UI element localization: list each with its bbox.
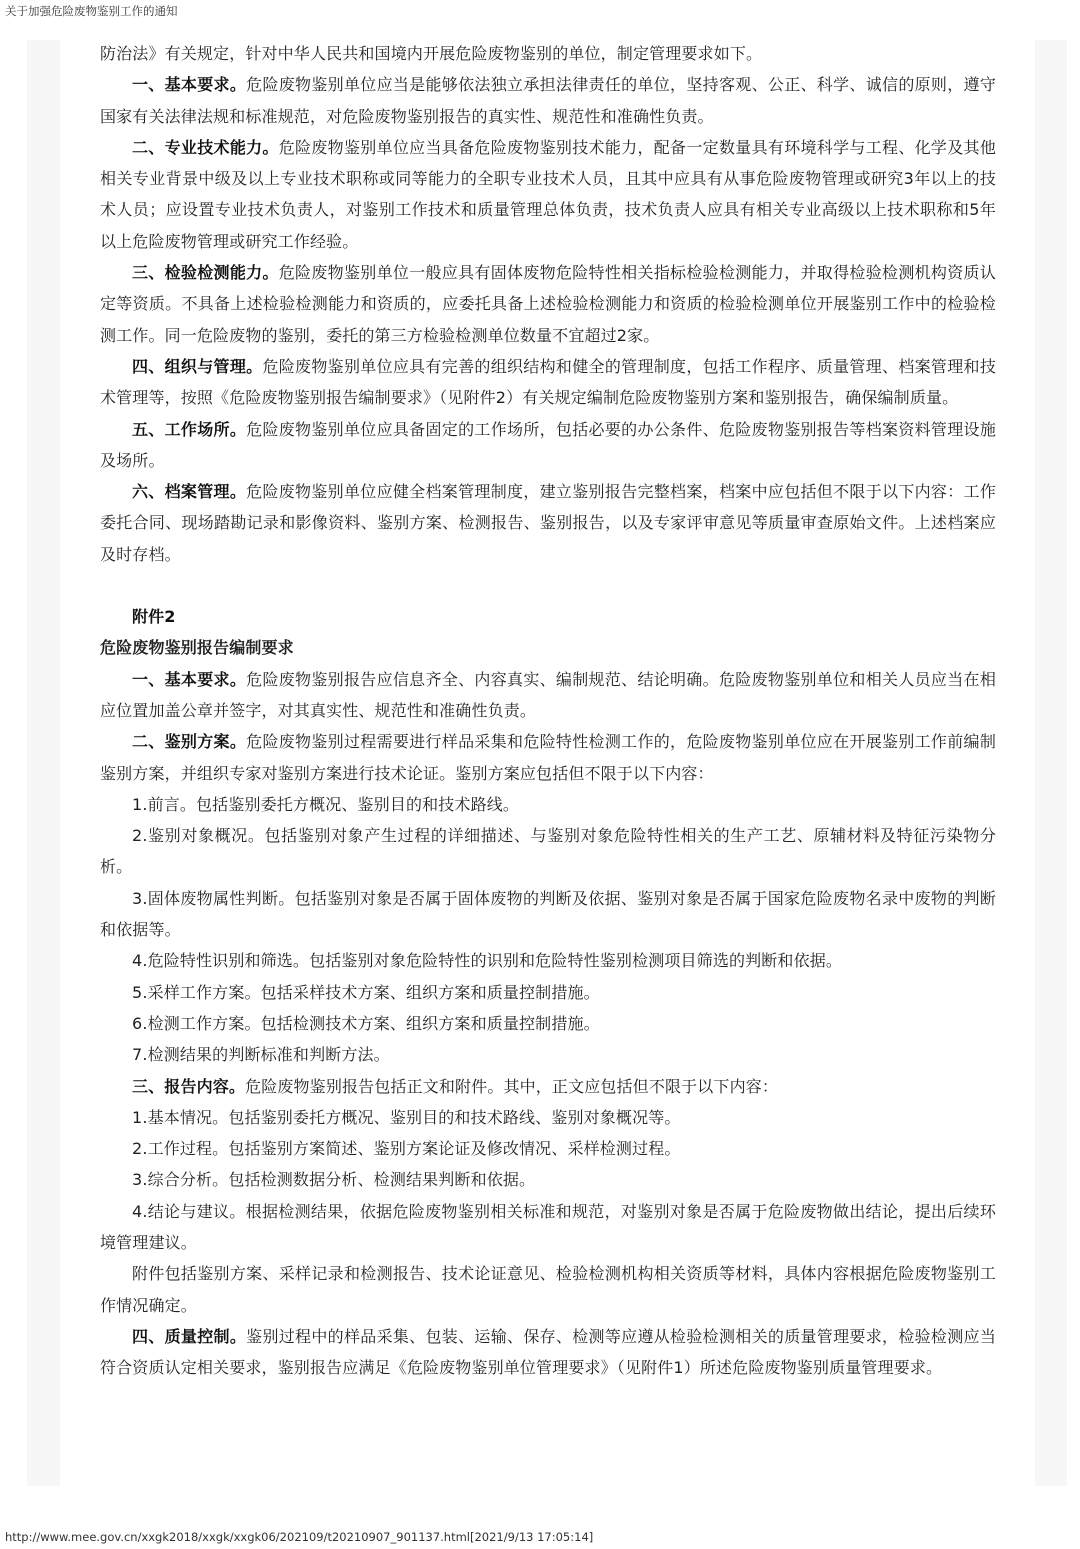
section-text: 危险废物鉴别过程需要进行样品采集和危险特性检测工作的，危险废物鉴别单位应在开展鉴别工作前编制鉴别方案，并组织专家对鉴别方案进行技术论证。鉴别方案应包括但不限于以下内容： [100,732,996,783]
section-paragraph [100,1008,996,1039]
section-text: 危险废物鉴别单位应健全档案管理制度，建立鉴别报告完整档案，档案中应包括但不限于以下内容：工作委托合同、现场踏勘记录和影像资料、鉴别方案、检测报告、鉴别报告，以及专家评审意见等质量审查原始文件。上述档案应及时存档。 [100,482,996,564]
page-footer-url: http://www.mee.gov.cn/xxgk2018/xxgk/xxgk06/202109/t20210907_901137.html[2021/9/13 17:05:14] [5,1530,594,1544]
section-paragraph [100,726,996,789]
section-paragraph [100,1071,996,1102]
section-paragraph [100,1196,996,1259]
section-text: 危险废物鉴别报告包括正文和附件。其中，正文应包括但不限于以下内容： [245,1076,779,1096]
section-text: 危险废物鉴别单位应具备固定的工作场所，包括必要的办公条件、危险废物鉴别报告等档案资料管理设施及场所。 [100,419,996,470]
section-heading: 二、专业技术能力。 [132,137,279,157]
section-paragraph [100,789,996,820]
section-heading: 四、质量控制。 [132,1326,247,1346]
section-paragraph [100,1321,996,1384]
attachment-2-sections [100,664,996,1384]
section-paragraph [100,69,996,132]
section-text: 危险废物鉴别单位一般应具有固体废物危险特性相关指标检验检测能力，并取得检验检测机构资质认定等资质。不具备上述检验检测能力和资质的，应委托具备上述检验检测能力和资质的检验检测单位开展鉴别工作中的检验检测工作。同一危险废物的鉴别，委托的第三方检验检测单位数量不宜超过2家。 [100,263,996,345]
section-paragraph [100,1133,996,1164]
section-paragraph [100,664,996,727]
section-text: 附件包括鉴别方案、采样记录和检测报告、技术论证意见、检验检测机构相关资质等材料，具体内容根据危险废物鉴别工作情况确定。 [100,1264,996,1315]
document-body [100,38,996,1383]
section-paragraph [100,351,996,414]
section-paragraph [100,1102,996,1133]
section-paragraph [100,1258,996,1321]
section-paragraph [100,1164,996,1195]
attachment-1-sections [100,69,996,570]
attachment-2-label [100,601,996,632]
attachment-2-label-text: 附件2 [132,607,176,627]
section-text: 5.采样工作方案。包括采样技术方案、组织方案和质量控制措施。 [132,982,600,1002]
section-paragraph [100,414,996,477]
section-paragraph [100,257,996,351]
section-text: 危险废物鉴别单位应具有完善的组织结构和健全的管理制度，包括工作程序、质量管理、档案管理和技术管理等，按照《危险废物鉴别报告编制要求》（见附件2）有关规定编制危险废物鉴别方案和鉴别报告，确保编制质量。 [100,356,996,408]
section-text: 7.检测结果的判断标准和判断方法。 [132,1045,390,1065]
section-paragraph [100,977,996,1008]
section-paragraph [100,945,996,976]
section-heading: 三、报告内容。 [132,1076,246,1096]
intro-paragraph: 防治法》有关规定，针对中华人民共和国境内开展危险废物鉴别的单位，制定管理要求如下。 [100,44,763,63]
section-paragraph [100,820,996,883]
attachment-2-title: 危险废物鉴别报告编制要求 [100,638,294,658]
section-heading: 五、工作场所。 [132,419,247,439]
section-heading: 一、基本要求。 [132,669,247,689]
section-text: 1.前言。包括鉴别委托方概况、鉴别目的和技术路线。 [132,794,520,814]
section-paragraph [100,132,996,257]
section-text: 2.工作过程。包括鉴别方案简述、鉴别方案论证及修改情况、采样检测过程。 [132,1139,681,1159]
section-heading: 三、检验检测能力。 [132,263,279,283]
section-heading: 四、组织与管理。 [132,356,263,376]
section-text: 危险废物鉴别单位应当具备危险废物鉴别技术能力，配备一定数量具有环境科学与工程、化学及其他相关专业背景中级及以上专业技术职称或同等能力的全职专业技术人员，且其中应具有从事危险废物管理或研究3年以上的技术人员；应设置专业技术负责人，对鉴别工作技术和质量管理总体负责，技术负责人应具有相关专业高级以上技术职称和5年以上危险废物管理或研究工作经验。 [100,137,996,251]
spacer [100,570,996,601]
section-paragraph [100,1039,996,1070]
section-paragraph [100,883,996,946]
section-text: 2.鉴别对象概况。包括鉴别对象产生过程的详细描述、与鉴别对象危险特性相关的生产工艺、原辅材料及特征污染物分析。 [100,826,996,877]
section-text: 3.综合分析。包括检测数据分析、检测结果判断和依据。 [132,1170,536,1190]
section-text: 危险废物鉴别单位应当是能够依法独立承担法律责任的单位，坚持客观、公正、科学、诚信的原则，遵守国家有关法律法规和标准规范，对危险废物鉴别报告的真实性、规范性和准确性负责。 [100,75,996,126]
section-text: 危险废物鉴别报告应信息齐全、内容真实、编制规范、结论明确。危险废物鉴别单位和相关人员应当在相应位置加盖公章并签字，对其真实性、规范性和准确性负责。 [100,669,996,720]
page-header-title: 关于加强危险废物鉴别工作的通知 [5,4,178,18]
section-heading: 一、基本要求。 [132,75,247,95]
section-text: 1.基本情况。包括鉴别委托方概况、鉴别目的和技术路线、鉴别对象概况等。 [132,1107,681,1127]
section-text: 4.危险特性识别和筛选。包括鉴别对象危险特性的识别和危险特性鉴别检测项目筛选的判断和依据。 [132,951,843,971]
section-text: 6.检测工作方案。包括检测技术方案、组织方案和质量控制措施。 [132,1013,600,1033]
section-text: 鉴别过程中的样品采集、包装、运输、保存、检测等应遵从检验检测相关的质量管理要求，检验检测应当符合资质认定相关要求，鉴别报告应满足《危险废物鉴别单位管理要求》（见附件1）所述危险废物鉴别质量管理要求。 [100,1326,996,1378]
section-paragraph [100,476,996,570]
section-heading: 六、档案管理。 [132,482,247,502]
section-heading: 二、鉴别方案。 [132,732,247,752]
section-text: 3.固体废物属性判断。包括鉴别对象是否属于固体废物的判断及依据、鉴别对象是否属于国家危险废物名录中废物的判断和依据等。 [100,888,996,940]
section-text: 4.结论与建议。根据检测结果，依据危险废物鉴别相关标准和规范，对鉴别对象是否属于危险废物做出结论，提出后续环境管理建议。 [100,1201,996,1252]
